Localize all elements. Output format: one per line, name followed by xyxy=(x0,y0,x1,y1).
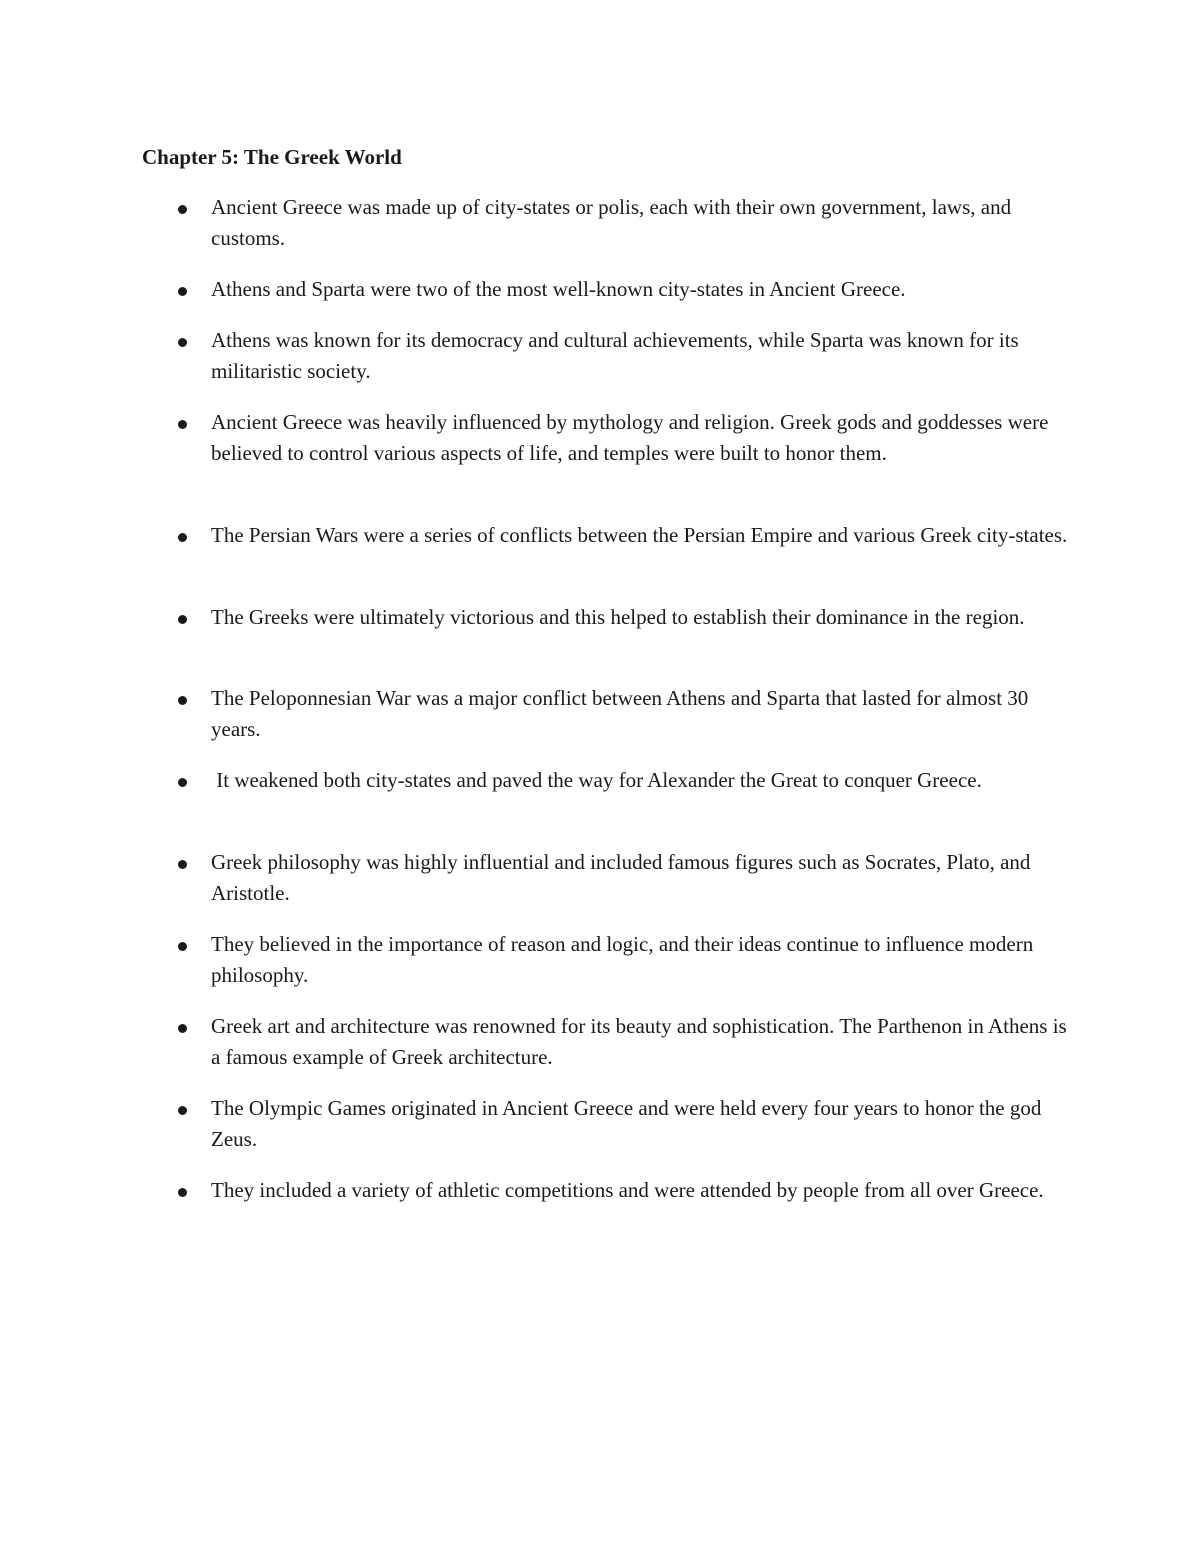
bullet-icon xyxy=(178,287,187,296)
bullet-icon xyxy=(178,860,187,869)
bullet-icon xyxy=(178,1106,187,1115)
bullet-icon xyxy=(178,942,187,951)
list-item-text: Athens was known for its democracy and cultural achievements, while Sparta was known for its militaristic society. xyxy=(211,328,1019,383)
list-item-text: Ancient Greece was heavily influenced by mythology and religion. Greek gods and goddesses were believed to control various aspects of life, and temples were built to honor them. xyxy=(211,410,1049,465)
list-item-text: The Peloponnesian War was a major conflict between Athens and Sparta that lasted for almost 30 years. xyxy=(211,686,1029,741)
list-item-text: Greek art and architecture was renowned for its beauty and sophistication. The Parthenon in Athens is a famous example of Greek architecture. xyxy=(211,1014,1067,1069)
list-item-text: The Persian Wars were a series of conflicts between the Persian Empire and various Greek city-states. xyxy=(211,523,1068,547)
list-item-text: It weakened both city-states and paved the way for Alexander the Great to conquer Greece. xyxy=(211,768,982,792)
list-item-text: They included a variety of athletic competitions and were attended by people from all over Greece. xyxy=(211,1178,1044,1202)
bullet-icon xyxy=(178,615,187,624)
list-item-text: Greek philosophy was highly influential and included famous figures such as Socrates, Plato, and Aristotle. xyxy=(211,850,1031,905)
list-item-text: The Olympic Games originated in Ancient Greece and were held every four years to honor the god Zeus. xyxy=(211,1096,1042,1151)
bullet-icon xyxy=(178,1188,187,1197)
bullet-icon xyxy=(178,1024,187,1033)
bullet-icon xyxy=(178,778,187,787)
bullet-icon xyxy=(178,205,187,214)
bullet-icon xyxy=(178,338,187,347)
list-item-text: They believed in the importance of reason and logic, and their ideas continue to influence modern philosophy. xyxy=(211,932,1034,987)
list-item-text: Ancient Greece was made up of city-states or polis, each with their own government, laws, and customs. xyxy=(211,195,1012,250)
list-item-text: The Greeks were ultimately victorious and this helped to establish their dominance in the region. xyxy=(211,605,1025,629)
list-item-text: Athens and Sparta were two of the most well-known city-states in Ancient Greece. xyxy=(211,277,906,301)
bullet-icon xyxy=(178,696,187,705)
bullet-icon xyxy=(178,533,187,542)
chapter-heading: Chapter 5: The Greek World xyxy=(142,145,402,169)
bullet-icon xyxy=(178,420,187,429)
